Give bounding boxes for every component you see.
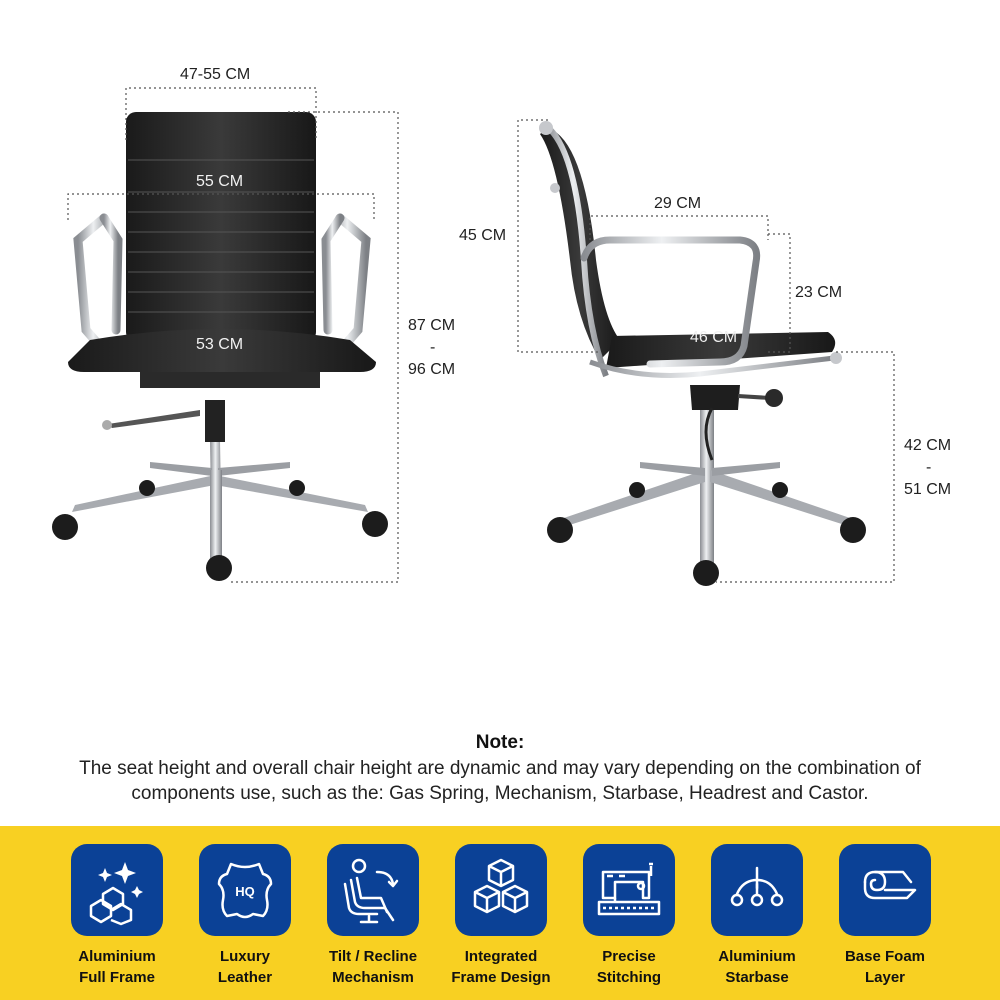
feature-band xyxy=(0,826,1000,1000)
feature-aluminium-full-frame xyxy=(53,844,181,988)
front-height-max-label: 96 CM xyxy=(408,361,456,378)
feature-tile xyxy=(583,844,675,936)
feature-tile xyxy=(199,844,291,936)
feature-luxury-leather xyxy=(181,844,309,988)
leather-hide-icon xyxy=(209,854,281,926)
feature-integrated-frame-design xyxy=(437,844,565,988)
starbase-icon xyxy=(721,854,793,926)
feature-label xyxy=(53,946,181,988)
feature-tile xyxy=(455,844,547,936)
feature-label-line1: Precise xyxy=(602,948,656,965)
side-chair-illustration xyxy=(539,121,866,586)
stacked-cubes-icon xyxy=(465,854,537,926)
feature-label-line2: Layer xyxy=(864,969,906,986)
feature-label xyxy=(437,946,565,988)
side-arm-height-label: 23 CM xyxy=(795,284,843,301)
side-seat-height-min-label: 42 CM xyxy=(904,437,952,454)
side-arm-length-label: 29 CM xyxy=(654,195,702,212)
front-base xyxy=(52,400,388,581)
aluminium-blocks-icon xyxy=(81,854,153,926)
sewing-machine-icon xyxy=(593,854,665,926)
side-seat-height-separator: - xyxy=(926,459,932,476)
feature-label-line1: Tilt / Recline xyxy=(328,948,418,965)
front-arm-width-label: 55 CM xyxy=(196,173,244,190)
reclining-person-icon xyxy=(337,854,409,926)
feature-label-line2: Mechanism xyxy=(332,969,414,986)
feature-label xyxy=(693,946,821,988)
front-seat-width-label: 53 CM xyxy=(196,336,244,353)
feature-precise-stitching xyxy=(565,844,693,988)
feature-label-line2: Leather xyxy=(217,969,273,986)
feature-label-line2: Starbase xyxy=(725,969,789,986)
feature-tile xyxy=(327,844,419,936)
foam-roll-icon xyxy=(849,854,921,926)
feature-aluminium-starbase xyxy=(693,844,821,988)
feature-label xyxy=(309,946,437,988)
front-height-separator: - xyxy=(430,339,436,356)
feature-tilt-recline xyxy=(309,844,437,988)
feature-label-line1: Base Foam xyxy=(844,948,926,965)
feature-base-foam-layer xyxy=(821,844,949,988)
front-top-width-label: 47-55 CM xyxy=(180,66,251,83)
feature-label-line1: Aluminium xyxy=(718,948,796,965)
feature-label-line2: Stitching xyxy=(596,969,662,986)
feature-label-line2: Full Frame xyxy=(79,969,155,986)
feature-label xyxy=(565,946,693,988)
side-seat-height-max-label: 51 CM xyxy=(904,481,952,498)
feature-tile xyxy=(71,844,163,936)
feature-tile xyxy=(711,844,803,936)
feature-label-line1: Aluminium xyxy=(78,948,156,965)
note-title: Note: xyxy=(475,732,525,753)
feature-label-line2: Frame Design xyxy=(451,969,551,986)
side-seat-depth-label: 46 CM xyxy=(690,329,738,346)
front-backrest xyxy=(126,112,316,342)
feature-label-line1: Integrated xyxy=(464,948,538,965)
front-height-min-label: 87 CM xyxy=(408,317,456,334)
note-body: The seat height and overall chair height are dynamic and may vary depending on the combination of components use, such as the: Gas Spring, Mechanism, Starbase, Headrest and Castor. xyxy=(79,758,921,804)
feature-label-line1: Luxury xyxy=(219,948,270,965)
side-back-height-label: 45 CM xyxy=(459,227,507,244)
feature-label xyxy=(181,946,309,988)
feature-label xyxy=(821,946,949,988)
feature-tile xyxy=(839,844,931,936)
leather-hq-text: HQ xyxy=(235,884,255,899)
